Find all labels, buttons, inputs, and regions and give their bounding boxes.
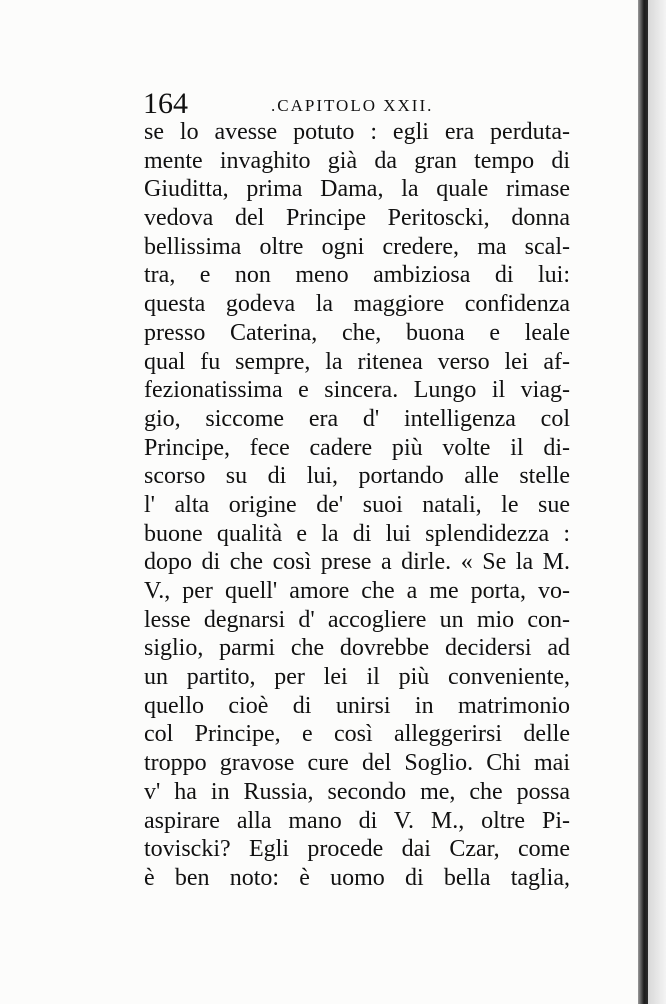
text-line: Giuditta, prima Dama, la quale rimase xyxy=(144,176,570,203)
text-line: quello cioè di unirsi in matrimonio xyxy=(144,692,570,719)
running-header xyxy=(143,86,583,122)
text-line: bellissima oltre ogni credere, ma scal- xyxy=(144,233,570,260)
text-line: toviscki? Egli procede dai Czar, come xyxy=(144,836,570,863)
page-edge xyxy=(648,0,666,1004)
text-line: siglio, parmi che dovrebbe decidersi ad xyxy=(144,635,570,662)
text-line: Principe, fece cadere più volte il di- xyxy=(144,434,570,461)
text-line: col Principe, e così alleggerirsi delle xyxy=(144,721,570,748)
text-line: mente invaghito già da gran tempo di xyxy=(144,147,570,174)
text-line: l' alta origine de' suoi natali, le sue xyxy=(144,491,570,518)
text-line: se lo avesse potuto : egli era perduta- xyxy=(144,119,570,145)
text-line: presso Caterina, che, buona e leale xyxy=(144,319,570,346)
text-line: V., per quell' amore che a me porta, vo- xyxy=(144,578,570,604)
text-line: v' ha in Russia, secondo me, che possa xyxy=(144,778,570,805)
text-line: fezionatissima e sincera. Lungo il viag- xyxy=(144,377,570,404)
text-line: tra, e non meno ambiziosa di lui: xyxy=(144,262,570,289)
text-line: troppo gravose cure del Soglio. Chi mai xyxy=(144,750,570,777)
binding-shadow xyxy=(638,0,648,1004)
chapter-title: .CAPITOLO XXII. xyxy=(271,96,434,115)
text-line: aspirare alla mano di V. M., oltre Pi- xyxy=(144,807,570,834)
body-text xyxy=(144,118,570,893)
text-line: lesse degnarsi d' accogliere un mio con- xyxy=(144,606,570,633)
text-line: è ben noto: è uomo di bella taglia, xyxy=(144,864,570,891)
text-line: dopo di che così prese a dirle. « Se la M. xyxy=(144,549,570,576)
text-line: questa godeva la maggiore confidenza xyxy=(144,291,570,318)
text-line: qual fu sempre, la ritenea verso lei af- xyxy=(144,348,570,375)
text-line: un partito, per lei il più conveniente, xyxy=(144,664,570,691)
text-line: buone qualità e la di lui splendidezza : xyxy=(144,520,570,547)
page-number: 164 xyxy=(143,87,188,120)
text-line: vedova del Principe Peritoscki, donna xyxy=(144,205,570,232)
text-line: gio, siccome era d' intelligenza col xyxy=(144,405,570,432)
text-line: scorso su di lui, portando alle stelle xyxy=(144,463,570,490)
